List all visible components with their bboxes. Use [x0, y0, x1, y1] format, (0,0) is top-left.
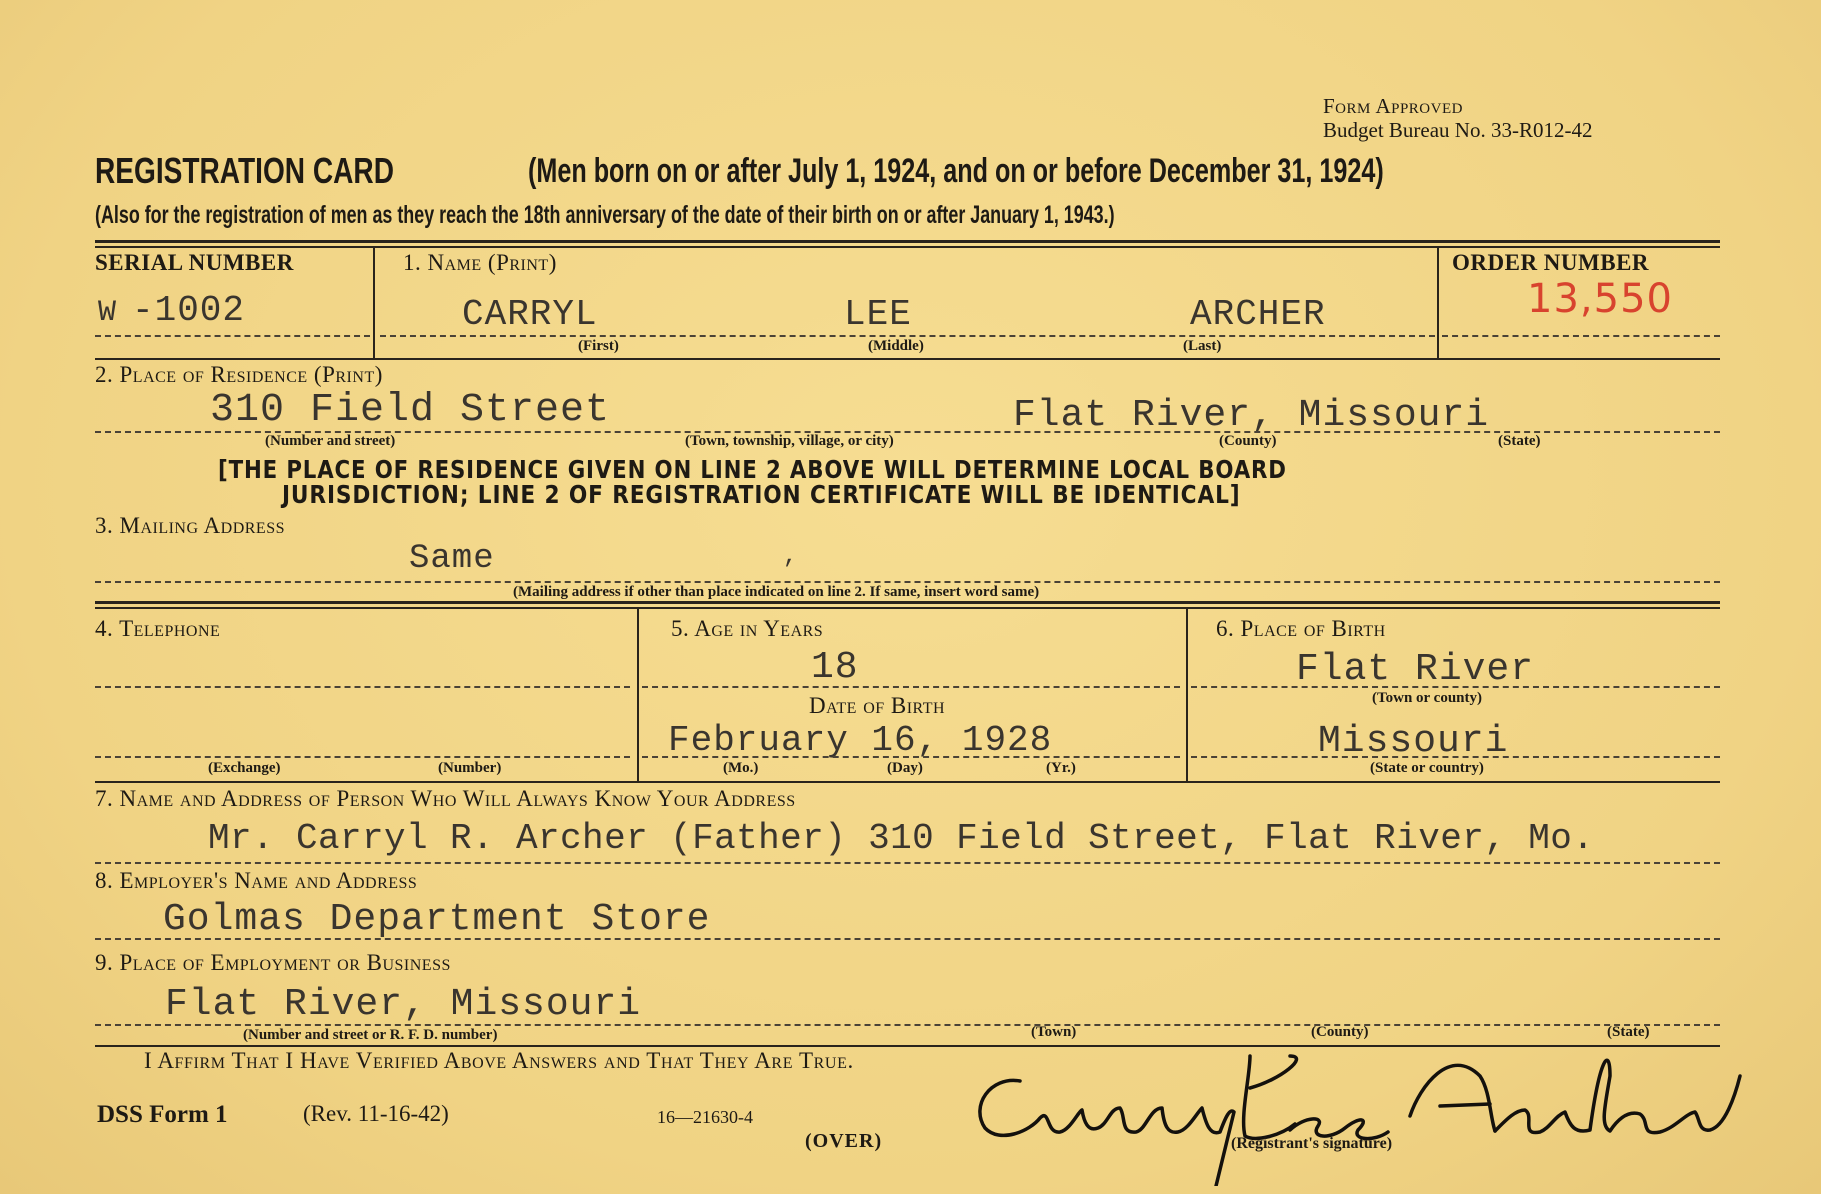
residence-street-caption: (Number and street) — [265, 433, 396, 449]
name-label: 1. Name (Print) — [403, 250, 557, 275]
residence-street: 310 Field Street — [210, 388, 611, 433]
residence-label: 2. Place of Residence (Print) — [95, 362, 383, 387]
mailing-address-value: Same — [409, 540, 495, 578]
form-approved: Form Approved — [1323, 94, 1463, 118]
form-revision: (Rev. 11-16-42) — [303, 1101, 449, 1126]
first-name: CARRYL — [462, 294, 598, 335]
mailing-address-mark: , — [783, 543, 799, 570]
place-of-birth-label: 6. Place of Birth — [1216, 616, 1386, 641]
employer-value: Golmas Department Store — [163, 898, 711, 941]
residence-county-caption: (County) — [1219, 433, 1277, 449]
dob-year-caption: (Yr.) — [1046, 760, 1076, 776]
date-of-birth-label: Date of Birth — [809, 693, 946, 718]
residence-town-caption: (Town, township, village, or city) — [685, 433, 894, 449]
budget-bureau: Budget Bureau No. 33-R012-42 — [1323, 118, 1593, 142]
employment-place-value: Flat River, Missouri — [165, 983, 642, 1026]
dob-month-caption: (Mo.) — [723, 760, 759, 776]
employer-label: 8. Employer's Name and Address — [95, 868, 418, 893]
order-number-value: 13,550 — [1527, 276, 1673, 322]
over-note: (OVER) — [805, 1130, 883, 1152]
birth-state-caption: (State or country) — [1370, 760, 1484, 776]
dss-form-id: DSS Form 1 — [97, 1101, 228, 1128]
dob-day-caption: (Day) — [887, 760, 923, 776]
print-code: 16—21630-4 — [657, 1107, 753, 1127]
telephone-number-caption: (Number) — [438, 760, 502, 776]
card-title: REGISTRATION CARD — [95, 150, 394, 191]
birth-state-value: Missouri — [1318, 720, 1509, 763]
first-caption: (First) — [578, 338, 619, 354]
residence-state-caption: (State) — [1498, 433, 1541, 449]
last-caption: (Last) — [1183, 338, 1222, 354]
employment-state-caption: (State) — [1607, 1024, 1650, 1040]
signature-caption: (Registrant's signature) — [1231, 1135, 1393, 1152]
contact-person-value: Mr. Carryl R. Archer (Father) 310 Field Street, Flat River, Mo. — [208, 818, 1595, 859]
employment-town-caption: (Town) — [1031, 1024, 1077, 1040]
contact-person-label: 7. Name and Address of Person Who Will Always Know Your Address — [95, 786, 796, 811]
telephone-label: 4. Telephone — [95, 616, 221, 641]
serial-number-value: -1002 — [132, 290, 246, 331]
employment-street-caption: (Number and street or R. F. D. number) — [243, 1027, 498, 1043]
serial-number-label: SERIAL NUMBER — [95, 250, 294, 275]
affirmation-text: I Affirm That I Have Verified Above Answers and That They Are True. — [144, 1048, 854, 1073]
residence-notice-line1: [THE PLACE OF RESIDENCE GIVEN ON LINE 2 ABOVE WILL DETERMINE LOCAL BOARD — [218, 455, 1287, 484]
date-of-birth-value: February 16, 1928 — [668, 720, 1053, 761]
telephone-exchange-caption: (Exchange) — [208, 760, 281, 776]
title-birth-range: (Men born on or after July 1, 1924, and on or before December 31, 1924) — [528, 152, 1384, 190]
middle-name: LEE — [844, 294, 912, 335]
mailing-address-label: 3. Mailing Address — [95, 513, 285, 538]
serial-prefix: W — [98, 296, 118, 330]
residence-notice-line2: JURISDICTION; LINE 2 OF REGISTRATION CERTIFICATE WILL BE IDENTICAL] — [282, 480, 1241, 509]
last-name: ARCHER — [1190, 294, 1326, 335]
card-subtitle: (Also for the registration of men as they reach the 18th anniversary of the date of their birth on or after January 1, 1943.) — [95, 201, 1115, 229]
birth-town-caption: (Town or county) — [1372, 690, 1483, 706]
age-value: 18 — [811, 646, 859, 689]
order-number-label: ORDER NUMBER — [1452, 250, 1650, 275]
middle-caption: (Middle) — [868, 338, 924, 354]
employment-county-caption: (County) — [1311, 1024, 1369, 1040]
birth-town-value: Flat River — [1296, 648, 1535, 691]
registrant-signature — [950, 1036, 1750, 1186]
mailing-address-caption: (Mailing address if other than place indicated on line 2. If same, insert word same) — [513, 584, 1040, 600]
age-label: 5. Age in Years — [671, 616, 824, 641]
residence-town-county: Flat River, Missouri — [1013, 394, 1490, 437]
employment-place-label: 9. Place of Employment or Business — [95, 950, 451, 975]
